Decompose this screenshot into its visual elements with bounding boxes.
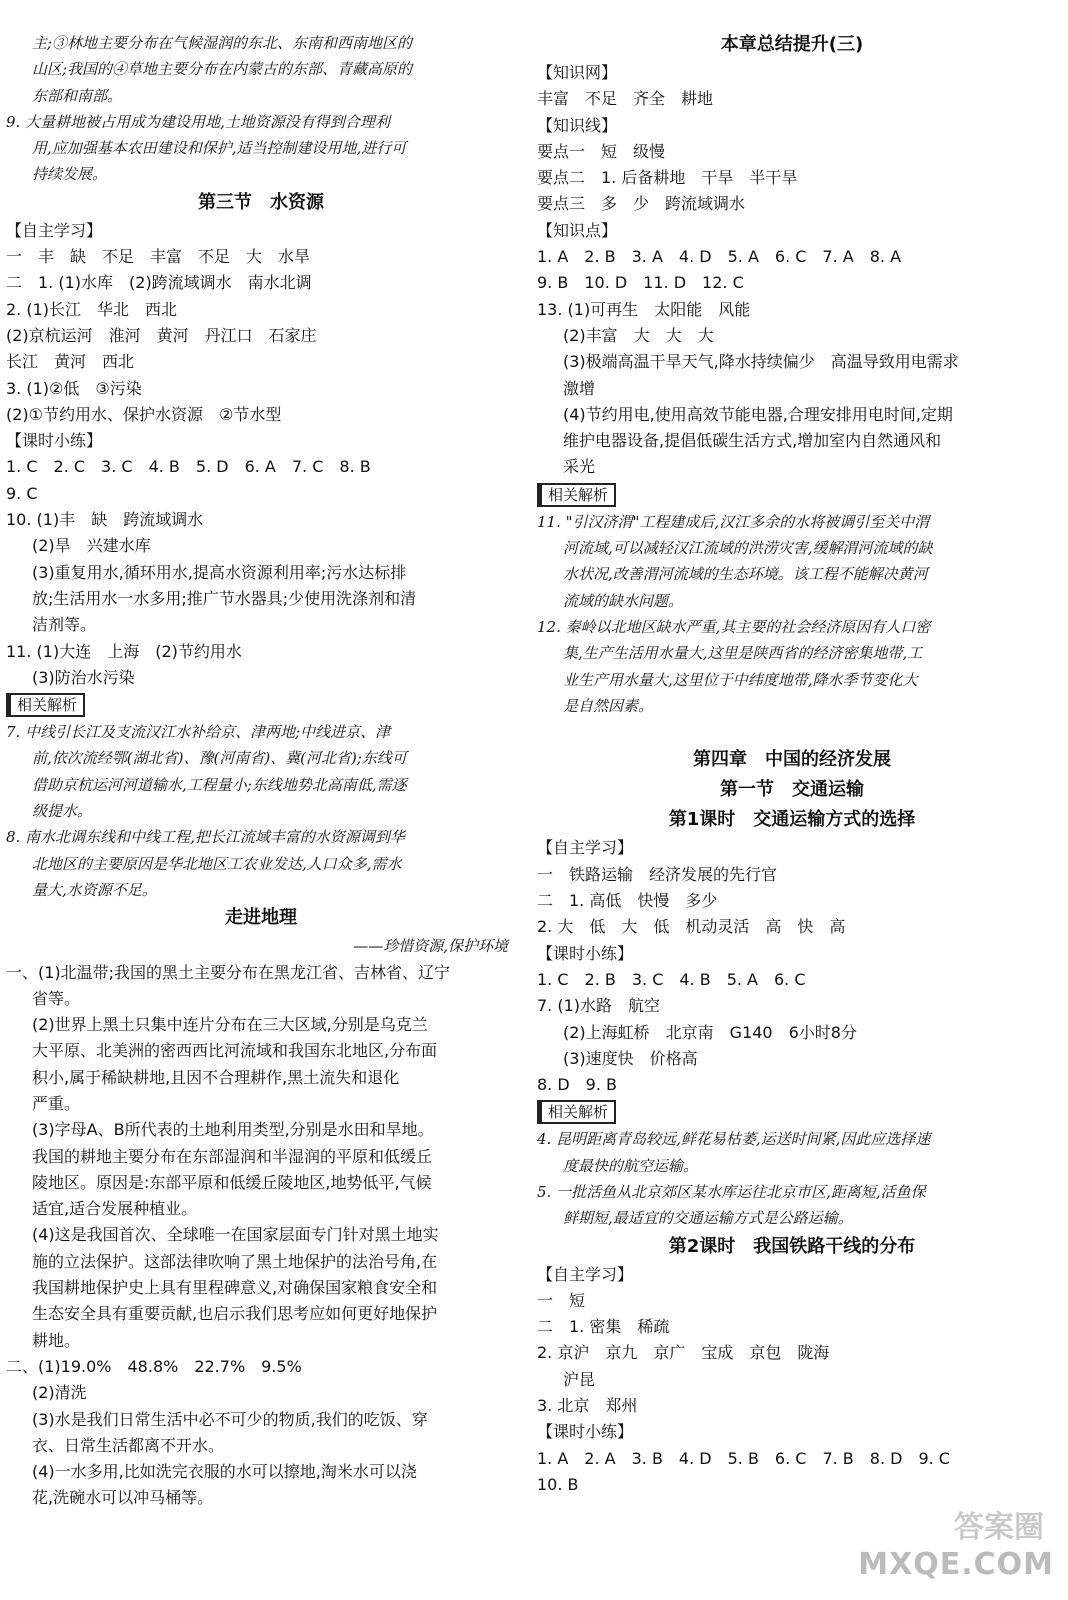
text-line: 生态安全具有重要贡献,也启示我们思考应如何更好地保护 — [32, 1304, 438, 1324]
text-line: (3)水是我们日常生活中必不可少的物质,我们的吃饭、穿 — [32, 1409, 428, 1429]
text-line: 业生产用水量大,这里位于中纬度地带,降水季节变化大 — [563, 670, 918, 689]
text-line: 9. C — [6, 483, 38, 503]
text-line: 采光 — [563, 457, 596, 477]
text-line: 东部和南部。 — [32, 86, 123, 105]
section-title: 第一节 交通运输 — [720, 779, 864, 801]
section-title: 本章总结提升(三) — [720, 34, 864, 55]
text-line: 11. "引汉济渭"工程建成后,汉江多余的水将被调引至关中渭 — [537, 512, 930, 531]
section-title: 第1课时 交通运输方式的选择 — [668, 809, 916, 831]
section-title: 第2课时 我国铁路干线的分布 — [668, 1235, 916, 1257]
text-line: 要点三 多 少 跨流域调水 — [537, 194, 746, 214]
text-line: (2)清洗 — [32, 1383, 87, 1403]
watermark-url: MXQE.COM — [858, 1547, 1054, 1582]
text-line: 丰富 不足 齐全 耕地 — [537, 89, 714, 109]
text-line: 水状况,改善渭河流域的生态环境。该工程不能解决黄河 — [563, 565, 928, 584]
text-line: 要点二 1. 后备耕地 干旱 半干旱 — [537, 168, 798, 188]
text-line: 鲜期短,最适宜的交通运输方式是公路运输。 — [563, 1209, 853, 1228]
text-line: 适宜,适合发展种植业。 — [32, 1199, 198, 1219]
text-line: 严重。 — [32, 1093, 81, 1113]
text-line: 用,应加强基本农田建设和保护,适当控制建设用地,进行可 — [32, 139, 407, 158]
text-line: 2. 大 低 大 低 机动灵活 高 快 高 — [537, 917, 846, 937]
text-line: 二 1. 密集 稀疏 — [537, 1317, 670, 1337]
text-line: 我国的耕地主要分布在东部湿润和半湿润的平原和低缓丘 — [32, 1146, 433, 1166]
left-column — [6, 30, 516, 1512]
text-line: (2)①节约用水、保护水资源 ②节水型 — [6, 404, 282, 424]
text-line: 3. 北京 郑州 — [537, 1396, 638, 1416]
text-line: 2. (1)长江 华北 西北 — [6, 299, 178, 319]
text-line: (3)速度快 价格高 — [563, 1048, 698, 1068]
text-line: 级提水。 — [32, 802, 93, 821]
text-line: 河流域,可以减轻汉江流域的洪涝灾害,缓解渭河流域的缺 — [563, 539, 933, 558]
text-line: 要点一 短 级慢 — [537, 141, 666, 161]
text-line: 【课时小练】 — [537, 943, 634, 963]
section-badge-row — [537, 481, 1047, 509]
text-line: 洁剂等。 — [32, 615, 97, 635]
text-line: 山区;我国的④草地主要分布在内蒙古的东部、青藏高原的 — [32, 60, 413, 79]
text-line: 持续发展。 — [32, 165, 108, 184]
text-line: 量大,水资源不足。 — [32, 880, 157, 899]
text-line: (2)世界上黑土只集中连片分布在三大区域,分别是乌克兰 — [32, 1015, 428, 1035]
text-line: 大平原、北美洲的密西西比河流域和我国东北地区,分布面 — [32, 1041, 438, 1061]
text-line: 4. 昆明距离青岛较远,鲜花易枯萎,运送时间紧,因此应选择速 — [537, 1130, 931, 1149]
text-line: (2)丰富 大 大 大 — [563, 325, 714, 345]
text-line: 1. A 2. A 3. B 4. D 5. B 6. C 7. B 8. D 9. C — [537, 1448, 950, 1468]
text-line: 7. (1)水路 航空 — [537, 996, 661, 1016]
text-line: 北地区的主要原因是华北地区工农业发达,人口众多,需水 — [32, 854, 402, 873]
text-line: (2)京杭运河 淮河 黄河 丹江口 石家庄 — [6, 325, 317, 345]
text-line: 【知识点】 — [537, 220, 618, 240]
text-line: 沪昆 — [563, 1369, 596, 1389]
text-line: 11. (1)大连 上海 (2)节约用水 — [6, 641, 242, 661]
text-line: 8. D 9. B — [537, 1075, 618, 1095]
text-line: 1. C 2. C 3. C 4. B 5. D 6. A 7. C 8. B — [6, 457, 371, 477]
text-line: 长江 黄河 西北 — [6, 352, 135, 372]
text-line: 主;③林地主要分布在气候湿润的东北、东南和西南地区的 — [32, 34, 413, 52]
text-line: 我国耕地保护史上具有里程碑意义,对确保国家粮食安全和 — [32, 1278, 438, 1298]
text-line: 7. 中线引长江及支流汉江水补给京、津两地;中线进京、津 — [6, 723, 391, 742]
text-line: 8. 南水北调东线和中线工程,把长江流域丰富的水资源调到华 — [6, 828, 405, 847]
text-line: 9. B 10. D 11. D 12. C — [537, 273, 744, 293]
text-line: 【自主学习】 — [537, 1264, 634, 1284]
text-line: 一 短 — [537, 1290, 586, 1310]
text-line: 一 铁路运输 经济发展的先行官 — [537, 864, 778, 884]
text-line: 2. 京沪 京九 京广 宝成 京包 陇海 — [537, 1343, 830, 1363]
text-line: 前,依次流经鄂(湖北省)、豫(河南省)、冀(河北省);东线可 — [32, 749, 407, 768]
text-line: 【自主学习】 — [537, 838, 634, 858]
text-line: 12. 秦岭以北地区缺水严重,其主要的社会经济原因有人口密 — [537, 617, 931, 636]
section-title: 第四章 中国的经济发展 — [693, 749, 891, 771]
text-line: (4)节约用电,使用高效节能电器,合理安排用电时间,定期 — [563, 404, 953, 424]
text-line: 陵地区。原因是:东部平原和低缓丘陵地区,地势低平,气候 — [32, 1172, 432, 1192]
text-line: 花,洗碗水可以冲马桶等。 — [32, 1488, 214, 1508]
text-line: 【课时小练】 — [6, 431, 103, 451]
text-line: (3)极端高温干旱天气,降水持续偏少 高温导致用电需求 — [563, 352, 959, 372]
text-line: (4)一水多用,比如洗完衣服的水可以擦地,淘米水可以浇 — [32, 1462, 417, 1482]
text-line: 3. (1)②低 ③污染 — [6, 378, 142, 398]
text-line: 10. (1)丰 缺 跨流域调水 — [6, 510, 204, 530]
text-line: 一、(1)北温带;我国的黑土主要分布在黑龙江省、吉林省、辽宁 — [6, 962, 451, 982]
text-line: 【自主学习】 — [6, 220, 103, 240]
text-line: (4)这是我国首次、全球唯一在国家层面专门针对黑土地实 — [32, 1225, 439, 1245]
text-line: (3)字母A、B所代表的土地利用类型,分别是水田和旱地。 — [32, 1120, 434, 1140]
text-line: 借助京杭运河河道输水,工程量小;东线地势北高南低,需逐 — [32, 775, 407, 794]
text-line: 5. 一批活鱼从北京郊区某水库运往北京市区,距离短,活鱼保 — [537, 1182, 926, 1201]
text-line: 【知识网】 — [537, 63, 618, 82]
text-line: 13. (1)可再生 太阳能 风能 — [537, 299, 751, 319]
section-badge-row — [6, 691, 516, 719]
text-line: 积小,属于稀缺耕地,且因不合理耕作,黑土流失和退化 — [32, 1067, 400, 1087]
text-line: 1. C 2. B 3. C 4. B 5. A 6. C — [537, 969, 806, 989]
text-line: 1. A 2. B 3. A 4. D 5. A 6. C 7. A 8. A — [537, 247, 902, 267]
text-line: 施的立法保护。这部法律吹响了黑土地保护的法治号角,在 — [32, 1251, 438, 1271]
text-line: (2)上海虹桥 北京南 G140 6小时8分 — [563, 1022, 857, 1042]
text-line: 放;生活用水一水多用;推广节水器具;少使用洗涤剂和清 — [32, 588, 417, 608]
text-line: 耕地。 — [32, 1330, 81, 1350]
text-line: (2)旱 兴建水库 — [32, 536, 151, 556]
text-line: 【课时小练】 — [537, 1422, 634, 1442]
section-badge-row — [537, 1098, 1047, 1126]
analysis-badge: 相关解析 — [6, 693, 85, 717]
text-line: 9. 大量耕地被占用成为建设用地,土地资源没有得到合理利 — [6, 112, 390, 131]
text-line: 维护电器设备,提倡低碳生活方式,增加室内自然通风和 — [563, 431, 942, 451]
text-line: ——珍惜资源,保护环境 — [353, 937, 508, 956]
text-line: 二 1. (1)水库 (2)跨流域调水 南水北调 — [6, 273, 312, 293]
text-line: (3)防治水污染 — [32, 667, 135, 687]
section-title: 走进地理 — [225, 907, 297, 929]
text-line — [537, 719, 1047, 745]
section-title: 第三节 水资源 — [198, 191, 324, 213]
watermark-logo: 答案圈 — [954, 1510, 1044, 1545]
right-column — [537, 30, 1047, 1498]
text-line: 度最快的航空运输。 — [563, 1156, 699, 1175]
analysis-badge: 相关解析 — [537, 483, 616, 507]
text-line: 10. B — [537, 1474, 579, 1494]
text-line: (3)重复用水,循环用水,提高水资源利用率;污水达标排 — [32, 562, 407, 582]
text-line: 是自然因素。 — [563, 696, 654, 715]
text-line: 衣、日常生活都离不开水。 — [32, 1435, 225, 1455]
analysis-badge: 相关解析 — [537, 1100, 616, 1124]
text-line: 一 丰 缺 不足 丰富 不足 大 水旱 — [6, 247, 311, 267]
text-line: 省等。 — [32, 988, 81, 1008]
text-line: 激增 — [563, 378, 596, 398]
text-line: 二、(1)19.0% 48.8% 22.7% 9.5% — [6, 1356, 302, 1376]
text-line: 【知识线】 — [537, 115, 618, 135]
text-line: 二 1. 高低 快慢 多少 — [537, 891, 718, 911]
text-line: 集,生产生活用水量大,这里是陕西省的经济密集地带,工 — [563, 644, 923, 663]
text-line: 流域的缺水问题。 — [563, 591, 684, 610]
